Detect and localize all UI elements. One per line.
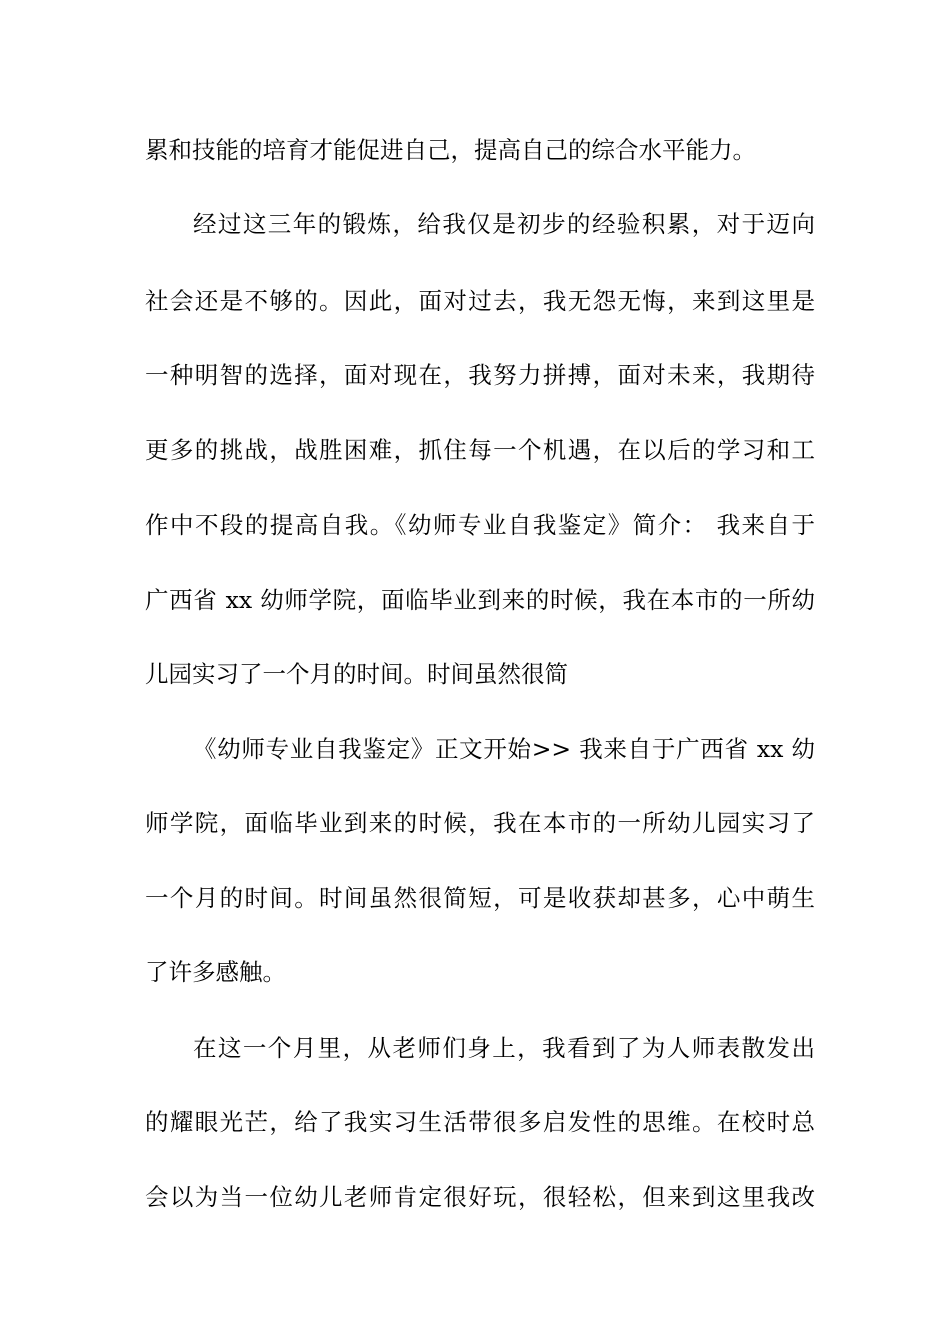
text-line: 一种明智的选择，面对现在，我努力拼搏，面对未来，我期待 — [145, 361, 815, 389]
paragraph-start-line: 《幼师专业自我鉴定》正文开始>> 我来自于广西省 xx 幼 — [193, 735, 815, 763]
text-line: 更多的挑战，战胜困难，抓住每一个机遇，在以后的学习和工 — [145, 436, 815, 464]
text-line: 累和技能的培育才能促进自己，提高自己的综合水平能力。 — [145, 136, 756, 164]
text-line: 儿园实习了一个月的时间。时间虽然很简 — [145, 660, 568, 688]
text-line: 师学院，面临毕业到来的时候，我在本市的一所幼儿园实习了 — [145, 809, 815, 837]
text-line: 的耀眼光芒，给了我实习生活带很多启发性的思维。在校时总 — [145, 1108, 815, 1136]
text-line: 会以为当一位幼儿老师肯定很好玩，很轻松，但来到这里我改 — [145, 1183, 815, 1211]
text-line: 了许多感触。 — [145, 958, 286, 986]
text-line: 作中不段的提高自我。《幼师专业自我鉴定》简介： 我来自于 — [145, 511, 815, 539]
paragraph-start-line: 在这一个月里，从老师们身上，我看到了为人师表散发出 — [193, 1034, 815, 1062]
paragraph-start-line: 经过这三年的锻炼，给我仅是初步的经验积累，对于迈向 — [193, 210, 815, 238]
text-line: 社会还是不够的。因此，面对过去，我无怨无悔，来到这里是 — [145, 287, 815, 315]
text-line: 广西省 xx 幼师学院，面临毕业到来的时候，我在本市的一所幼 — [145, 586, 815, 614]
text-line: 一个月的时间。时间虽然很简短，可是收获却甚多，心中萌生 — [145, 884, 815, 912]
